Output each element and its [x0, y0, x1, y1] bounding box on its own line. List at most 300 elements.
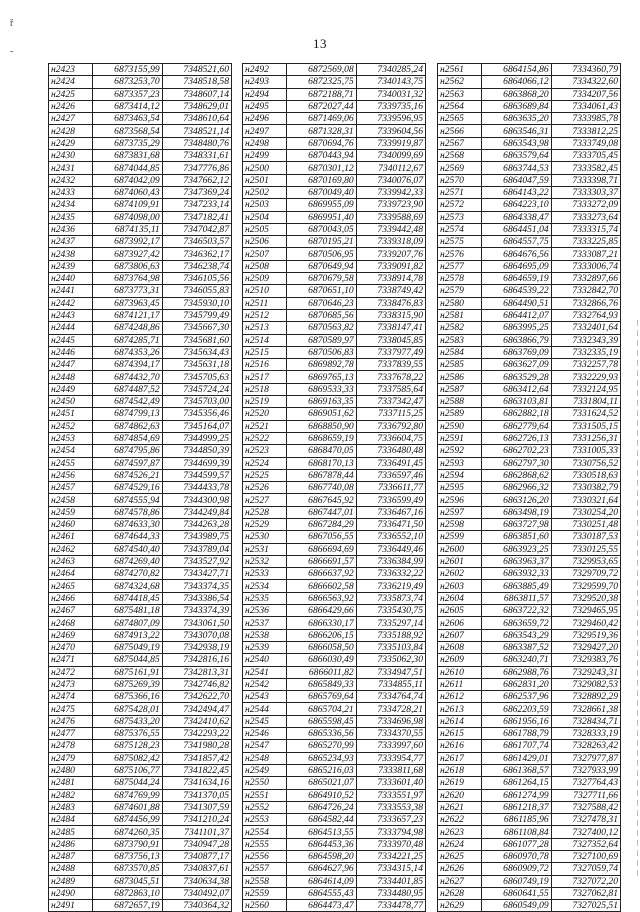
y-coordinate-cell: 7346503,57: [162, 236, 231, 248]
table-row: [438, 174, 621, 186]
point-id-cell: н2443: [49, 309, 93, 321]
y-coordinate-cell: 7339318,09: [356, 236, 425, 248]
y-coordinate-cell: 7333811,68: [356, 764, 425, 776]
table-row: [243, 555, 426, 567]
table-row: [243, 371, 426, 383]
x-coordinate-cell: 6866206,15: [287, 629, 356, 641]
y-coordinate-cell: 7329465,95: [551, 605, 620, 617]
x-coordinate-cell: 6864695,09: [482, 260, 551, 272]
x-coordinate-cell: 6874418,45: [93, 592, 162, 604]
y-coordinate-cell: 7341307,59: [162, 801, 231, 813]
point-id-cell: н2499: [243, 150, 287, 162]
y-coordinate-cell: 7341370,05: [162, 789, 231, 801]
table-row: [438, 629, 621, 641]
x-coordinate-cell: 6870646,23: [287, 297, 356, 309]
point-id-cell: н2504: [243, 211, 287, 223]
y-coordinate-cell: 7327764,43: [551, 777, 620, 789]
point-id-cell: н2489: [49, 875, 93, 887]
y-coordinate-cell: 7345356,46: [162, 408, 231, 420]
point-id-cell: н2455: [49, 457, 93, 469]
x-coordinate-cell: 6863851,60: [482, 531, 551, 543]
table-row: [438, 125, 621, 137]
point-id-cell: н2516: [243, 359, 287, 371]
point-id-cell: н2621: [438, 801, 482, 813]
table-row: [49, 186, 232, 198]
point-id-cell: н2444: [49, 322, 93, 334]
x-coordinate-cell: 6875433,20: [93, 715, 162, 727]
x-coordinate-cell: 6862702,23: [482, 445, 551, 457]
x-coordinate-cell: 6873756,13: [93, 851, 162, 863]
table-row: [243, 113, 426, 125]
y-coordinate-cell: 7328434,71: [551, 715, 620, 727]
point-id-cell: н2498: [243, 137, 287, 149]
x-coordinate-cell: 6864490,51: [482, 297, 551, 309]
y-coordinate-cell: 7344999,25: [162, 432, 231, 444]
point-id-cell: н2622: [438, 814, 482, 826]
point-id-cell: н2624: [438, 838, 482, 850]
x-coordinate-cell: 6873806,63: [93, 260, 162, 272]
y-coordinate-cell: 7348629,01: [162, 100, 231, 112]
x-coordinate-cell: 6865270,99: [287, 740, 356, 752]
point-id-cell: н2524: [243, 457, 287, 469]
y-coordinate-cell: 7333553,38: [356, 801, 425, 813]
x-coordinate-cell: 6874109,91: [93, 199, 162, 211]
table-row: [438, 580, 621, 592]
point-id-cell: н2610: [438, 666, 482, 678]
point-id-cell: н2440: [49, 273, 93, 285]
x-coordinate-cell: 6875128,23: [93, 740, 162, 752]
table-row: [438, 469, 621, 481]
x-coordinate-cell: 6866330,17: [287, 617, 356, 629]
point-id-cell: н2536: [243, 605, 287, 617]
x-coordinate-cell: 6873831,68: [93, 150, 162, 162]
x-coordinate-cell: 6864555,43: [287, 887, 356, 899]
point-id-cell: н2549: [243, 764, 287, 776]
y-coordinate-cell: 7333273,64: [551, 211, 620, 223]
y-coordinate-cell: 7341101,37: [162, 826, 231, 838]
point-id-cell: н2477: [49, 728, 93, 740]
table-row: [438, 691, 621, 703]
x-coordinate-cell: 6875044,24: [93, 777, 162, 789]
point-id-cell: н2558: [243, 875, 287, 887]
x-coordinate-cell: 6866563,92: [287, 592, 356, 604]
y-coordinate-cell: 7347182,41: [162, 211, 231, 223]
x-coordinate-cell: 6864598,20: [287, 851, 356, 863]
y-coordinate-cell: 7334207,56: [551, 88, 620, 100]
table-row: [49, 432, 232, 444]
x-coordinate-cell: 6863659,72: [482, 617, 551, 629]
x-coordinate-cell: 6863689,84: [482, 100, 551, 112]
point-id-cell: н2442: [49, 297, 93, 309]
x-coordinate-cell: 6862203,59: [482, 703, 551, 715]
point-id-cell: н2435: [49, 211, 93, 223]
x-coordinate-cell: 6863868,20: [482, 88, 551, 100]
point-id-cell: н2503: [243, 199, 287, 211]
x-coordinate-cell: 6875049,19: [93, 641, 162, 653]
y-coordinate-cell: 7346105,56: [162, 273, 231, 285]
y-coordinate-cell: 7344850,39: [162, 445, 231, 457]
table-row: [243, 359, 426, 371]
point-id-cell: н2539: [243, 641, 287, 653]
point-id-cell: н2579: [438, 285, 482, 297]
table-row: [243, 88, 426, 100]
point-id-cell: н2597: [438, 506, 482, 518]
table-row: [49, 482, 232, 494]
point-id-cell: н2470: [49, 641, 93, 653]
y-coordinate-cell: 7333705,45: [551, 150, 620, 162]
point-id-cell: н2605: [438, 605, 482, 617]
y-coordinate-cell: 7332401,64: [551, 322, 620, 334]
page-number: 13: [313, 36, 327, 51]
y-coordinate-cell: 7331005,33: [551, 445, 620, 457]
table-row: [49, 851, 232, 863]
point-id-cell: н2560: [243, 900, 287, 912]
y-coordinate-cell: 7327025,51: [551, 900, 620, 912]
coordinate-table-3: [437, 63, 621, 912]
y-coordinate-cell: 7340877,17: [162, 851, 231, 863]
y-coordinate-cell: 7343427,71: [162, 568, 231, 580]
point-id-cell: н2447: [49, 359, 93, 371]
table-row: [243, 666, 426, 678]
x-coordinate-cell: 6862831,20: [482, 678, 551, 690]
y-coordinate-cell: 7333087,21: [551, 248, 620, 260]
point-id-cell: н2548: [243, 752, 287, 764]
x-coordinate-cell: 6874799,13: [93, 408, 162, 420]
table-row: [438, 777, 621, 789]
y-coordinate-cell: 7341822,45: [162, 764, 231, 776]
table-row: [438, 875, 621, 887]
y-coordinate-cell: 7330756,52: [551, 457, 620, 469]
x-coordinate-cell: 6875376,55: [93, 728, 162, 740]
point-id-cell: н2425: [49, 88, 93, 100]
x-coordinate-cell: 6873570,85: [93, 863, 162, 875]
y-coordinate-cell: 7330125,55: [551, 543, 620, 555]
point-id-cell: н2598: [438, 518, 482, 530]
y-coordinate-cell: 7327062,81: [551, 887, 620, 899]
point-id-cell: н2511: [243, 297, 287, 309]
x-coordinate-cell: 6860641,55: [482, 887, 551, 899]
y-coordinate-cell: 7327977,87: [551, 752, 620, 764]
y-coordinate-cell: 7327933,99: [551, 764, 620, 776]
table-row: [243, 469, 426, 481]
point-id-cell: н2550: [243, 777, 287, 789]
y-coordinate-cell: 7330254,20: [551, 506, 620, 518]
point-id-cell: н2438: [49, 248, 93, 260]
table-row: [438, 113, 621, 125]
y-coordinate-cell: 7329460,42: [551, 617, 620, 629]
table-row: [49, 174, 232, 186]
table-row: [438, 617, 621, 629]
y-coordinate-cell: 7340099,69: [356, 150, 425, 162]
table-row: [438, 518, 621, 530]
table-row: [49, 592, 232, 604]
point-id-cell: н2573: [438, 211, 482, 223]
point-id-cell: н2426: [49, 100, 93, 112]
y-coordinate-cell: 7339091,82: [356, 260, 425, 272]
y-coordinate-cell: 7339919,87: [356, 137, 425, 149]
y-coordinate-cell: 7340492,07: [162, 887, 231, 899]
table-row: [243, 777, 426, 789]
x-coordinate-cell: 6864338,47: [482, 211, 551, 223]
x-coordinate-cell: 6863543,29: [482, 629, 551, 641]
table-row: [438, 728, 621, 740]
x-coordinate-cell: 6869533,33: [287, 383, 356, 395]
table-row: [49, 740, 232, 752]
y-coordinate-cell: 7334480,95: [356, 887, 425, 899]
x-coordinate-cell: 6863546,31: [482, 125, 551, 137]
x-coordinate-cell: 6861707,74: [482, 740, 551, 752]
x-coordinate-cell: 6864659,19: [482, 273, 551, 285]
table-row: [243, 174, 426, 186]
x-coordinate-cell: 6867284,29: [287, 518, 356, 530]
y-coordinate-cell: 7335297,14: [356, 617, 425, 629]
y-coordinate-cell: 7346362,17: [162, 248, 231, 260]
y-coordinate-cell: 7327352,64: [551, 838, 620, 850]
x-coordinate-cell: 6866429,66: [287, 605, 356, 617]
x-coordinate-cell: 6866602,58: [287, 580, 356, 592]
table-row: [243, 568, 426, 580]
y-coordinate-cell: 7343386,54: [162, 592, 231, 604]
table-row: [49, 76, 232, 88]
y-coordinate-cell: 7333006,74: [551, 260, 620, 272]
point-id-cell: н2582: [438, 322, 482, 334]
x-coordinate-cell: 6873790,91: [93, 838, 162, 850]
point-id-cell: н2554: [243, 826, 287, 838]
point-id-cell: н2431: [49, 162, 93, 174]
table-row: [438, 555, 621, 567]
table-row: [49, 555, 232, 567]
y-coordinate-cell: 7337585,64: [356, 383, 425, 395]
y-coordinate-cell: 7336599,49: [356, 494, 425, 506]
y-coordinate-cell: 7336219,49: [356, 580, 425, 592]
x-coordinate-cell: 6874432,70: [93, 371, 162, 383]
y-coordinate-cell: 7337678,22: [356, 371, 425, 383]
y-coordinate-cell: 7340031,32: [356, 88, 425, 100]
x-coordinate-cell: 6874135,11: [93, 223, 162, 235]
point-id-cell: н2500: [243, 162, 287, 174]
y-coordinate-cell: 7336792,80: [356, 420, 425, 432]
x-coordinate-cell: 6860909,72: [482, 863, 551, 875]
y-coordinate-cell: 7333315,74: [551, 223, 620, 235]
y-coordinate-cell: 7330321,64: [551, 494, 620, 506]
table-row: [243, 728, 426, 740]
y-coordinate-cell: 7328263,42: [551, 740, 620, 752]
x-coordinate-cell: 6863543,98: [482, 137, 551, 149]
x-coordinate-cell: 6869051,62: [287, 408, 356, 420]
x-coordinate-cell: 6874529,16: [93, 482, 162, 494]
point-id-cell: н2606: [438, 617, 482, 629]
x-coordinate-cell: 6872657,19: [93, 900, 162, 912]
table-row: [49, 469, 232, 481]
table-row: [243, 740, 426, 752]
table-row: [49, 236, 232, 248]
y-coordinate-cell: 7334315,14: [356, 863, 425, 875]
x-coordinate-cell: 6862966,32: [482, 482, 551, 494]
x-coordinate-cell: 6870506,83: [287, 346, 356, 358]
point-id-cell: н2481: [49, 777, 93, 789]
point-id-cell: н2577: [438, 260, 482, 272]
table-row: [438, 223, 621, 235]
point-id-cell: н2515: [243, 346, 287, 358]
x-coordinate-cell: 6869163,35: [287, 396, 356, 408]
x-coordinate-cell: 6861218,37: [482, 801, 551, 813]
y-coordinate-cell: 7333551,97: [356, 789, 425, 801]
y-coordinate-cell: 7343061,50: [162, 617, 231, 629]
table-row: [438, 88, 621, 100]
x-coordinate-cell: 6866637,92: [287, 568, 356, 580]
table-row: [438, 887, 621, 899]
table-row: [49, 887, 232, 899]
x-coordinate-cell: 6861788,79: [482, 728, 551, 740]
table-row: [49, 371, 232, 383]
table-row: [243, 297, 426, 309]
y-coordinate-cell: 7341980,28: [162, 740, 231, 752]
table-row: [243, 789, 426, 801]
point-id-cell: н2566: [438, 125, 482, 137]
table-row: [49, 346, 232, 358]
table-row: [438, 420, 621, 432]
point-id-cell: н2570: [438, 174, 482, 186]
y-coordinate-cell: 7347776,86: [162, 162, 231, 174]
table-row: [243, 715, 426, 727]
x-coordinate-cell: 6861077,28: [482, 838, 551, 850]
table-row: [243, 752, 426, 764]
point-id-cell: н2593: [438, 457, 482, 469]
point-id-cell: н2546: [243, 728, 287, 740]
x-coordinate-cell: 6864582,44: [287, 814, 356, 826]
x-coordinate-cell: 6863529,28: [482, 371, 551, 383]
point-id-cell: н2618: [438, 764, 482, 776]
x-coordinate-cell: 6874633,30: [93, 518, 162, 530]
table-row: [438, 752, 621, 764]
x-coordinate-cell: 6875161,91: [93, 666, 162, 678]
table-row: [438, 801, 621, 813]
point-id-cell: н2467: [49, 605, 93, 617]
table-row: [49, 568, 232, 580]
table-row: [243, 531, 426, 543]
y-coordinate-cell: 7340112,67: [356, 162, 425, 174]
point-id-cell: н2591: [438, 432, 482, 444]
table-row: [49, 801, 232, 813]
point-id-cell: н2616: [438, 740, 482, 752]
point-id-cell: н2428: [49, 125, 93, 137]
table-row: [438, 322, 621, 334]
y-coordinate-cell: 7338045,85: [356, 334, 425, 346]
y-coordinate-cell: 7333272,09: [551, 199, 620, 211]
y-coordinate-cell: 7343527,92: [162, 555, 231, 567]
x-coordinate-cell: 6870301,12: [287, 162, 356, 174]
table-row: [243, 764, 426, 776]
y-coordinate-cell: 7330187,53: [551, 531, 620, 543]
y-coordinate-cell: 7340285,24: [356, 64, 425, 76]
x-coordinate-cell: 6864412,07: [482, 309, 551, 321]
point-id-cell: н2595: [438, 482, 482, 494]
table-row: [243, 432, 426, 444]
table-row: [243, 629, 426, 641]
x-coordinate-cell: 6863769,09: [482, 346, 551, 358]
point-id-cell: н2600: [438, 543, 482, 555]
table-row: [438, 64, 621, 76]
point-id-cell: н2530: [243, 531, 287, 543]
point-id-cell: н2542: [243, 678, 287, 690]
table-row: [243, 125, 426, 137]
table-row: [243, 580, 426, 592]
point-id-cell: н2538: [243, 629, 287, 641]
x-coordinate-cell: 6865769,64: [287, 691, 356, 703]
x-coordinate-cell: 6865216,03: [287, 764, 356, 776]
table-row: [438, 334, 621, 346]
point-id-cell: н2465: [49, 580, 93, 592]
point-id-cell: н2469: [49, 629, 93, 641]
table-row: [243, 420, 426, 432]
y-coordinate-cell: 7342813,31: [162, 666, 231, 678]
y-coordinate-cell: 7346055,83: [162, 285, 231, 297]
point-id-cell: н2589: [438, 408, 482, 420]
point-id-cell: н2626: [438, 863, 482, 875]
x-coordinate-cell: 6875366,16: [93, 691, 162, 703]
x-coordinate-cell: 6874540,40: [93, 543, 162, 555]
x-coordinate-cell: 6875428,01: [93, 703, 162, 715]
point-id-cell: н2490: [49, 887, 93, 899]
point-id-cell: н2537: [243, 617, 287, 629]
x-coordinate-cell: 6862779,64: [482, 420, 551, 432]
x-coordinate-cell: 6874044,85: [93, 162, 162, 174]
y-coordinate-cell: 7327072,20: [551, 875, 620, 887]
point-id-cell: н2532: [243, 555, 287, 567]
x-coordinate-cell: 6866694,69: [287, 543, 356, 555]
table-row: [438, 236, 621, 248]
x-coordinate-cell: 6873568,54: [93, 125, 162, 137]
table-row: [49, 88, 232, 100]
table-row: [438, 482, 621, 494]
point-id-cell: н2620: [438, 789, 482, 801]
y-coordinate-cell: 7331505,15: [551, 420, 620, 432]
y-coordinate-cell: 7338749,42: [356, 285, 425, 297]
x-coordinate-cell: 6867878,44: [287, 469, 356, 481]
table-row: [49, 764, 232, 776]
table-row: [49, 703, 232, 715]
x-coordinate-cell: 6875269,39: [93, 678, 162, 690]
x-coordinate-cell: 6860549,09: [482, 900, 551, 912]
x-coordinate-cell: 6864453,36: [287, 838, 356, 850]
y-coordinate-cell: 7342622,70: [162, 691, 231, 703]
x-coordinate-cell: 6869765,13: [287, 371, 356, 383]
point-id-cell: н2437: [49, 236, 93, 248]
point-id-cell: н2429: [49, 137, 93, 149]
x-coordinate-cell: 6863635,20: [482, 113, 551, 125]
table-row: [49, 309, 232, 321]
x-coordinate-cell: 6874526,21: [93, 469, 162, 481]
x-coordinate-cell: 6863387,52: [482, 641, 551, 653]
y-coordinate-cell: 7342746,82: [162, 678, 231, 690]
point-id-cell: н2614: [438, 715, 482, 727]
x-coordinate-cell: 6864557,75: [482, 236, 551, 248]
table-row: [49, 445, 232, 457]
y-coordinate-cell: 7347369,24: [162, 186, 231, 198]
table-row: [438, 838, 621, 850]
x-coordinate-cell: 6867447,01: [287, 506, 356, 518]
margin-mark-2: -: [10, 46, 14, 57]
x-coordinate-cell: 6870589,97: [287, 334, 356, 346]
point-id-cell: н2507: [243, 248, 287, 260]
x-coordinate-cell: 6863579,64: [482, 150, 551, 162]
x-coordinate-cell: 6870506,95: [287, 248, 356, 260]
x-coordinate-cell: 6869892,78: [287, 359, 356, 371]
table-row: [243, 887, 426, 899]
point-id-cell: н2608: [438, 641, 482, 653]
table-row: [243, 322, 426, 334]
table-row: [438, 654, 621, 666]
